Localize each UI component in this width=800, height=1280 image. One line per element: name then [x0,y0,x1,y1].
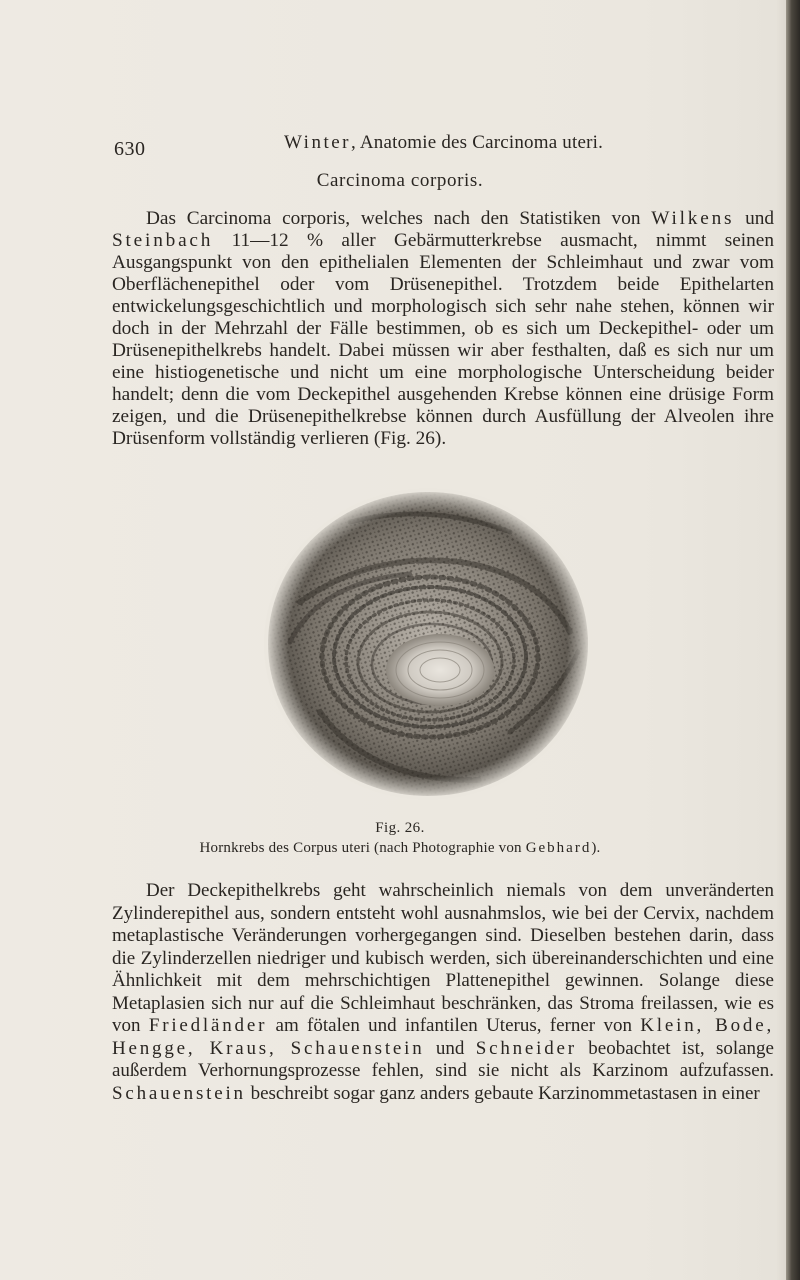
author-name: Gebhard [525,840,592,856]
paragraph-2 [112,880,774,1105]
text-run: Hornkrebs des Corpus uteri (nach Photographie von [199,840,526,856]
figure-caption-text [200,840,601,856]
author-name: Steinbach [112,230,214,251]
author-name: Friedländer [148,1015,268,1036]
author-name: Schauenstein [112,1082,246,1104]
text-run: Der Deckepithelkrebs geht wahrscheinlich niemals von dem unveränderten Zylinderepithel aus, sondern entsteht wohl ausnahmslos, wie bei der Cervix, nachdem metaplastische Veränderungen vorhergegangen sind. Dieselben bestehen darin, dass die Zylinderzellen niedriger und kubisch werden, sich übereinanderschichten und eine Ähnlichkeit mit dem mehrschichtigen Plattenepithel gewinnen. Solange diese Metaplasien sich nur auf die Schleimhaut beschränken, das Stroma freilassen, wie es von [112,880,774,1036]
book-binding-edge [786,0,800,1280]
page-number: 630 [114,138,146,160]
text-run: am fötalen und infantilen Uterus, ferner von [267,1015,641,1036]
paragraph-1 [112,208,774,450]
author-name: Klein, Bode, Hengge, Kraus, Schauenstein [112,1015,775,1059]
text-run: 11—12 % aller Gebärmutterkrebse ausmacht, nimmt seinen Ausgangspunkt von den epithelialen Elementen der Schleimhaut und zwar vom Oberflächenepithel oder vom Drüsenepithel. Trotzdem beide Epithelarten entwickelungsgeschichtlich und morphologisch sich sehr nahe stehen, können wir doch in der Mehrzahl der Fälle bestimmen, ob es sich um Deckepithel- oder um Drüsenepithelkrebs handelt. Dabei müssen wir aber festhalten, daß es sich nur um eine histiogenetische und nicht um eine morphologische Unterscheidung beider handelt; denn die vom Deckepithel ausgehenden Krebse können eine drüsige Form zeigen, und die Drüsenepithelkrebse können durch Ausfüllung der Alveolen ihre Drüsenform vollständig verlieren (Fig. 26). [112,230,774,449]
text-run: ). [591,840,601,856]
text-run: und [424,1037,476,1059]
text-run: und [734,208,774,229]
running-head-author: Winter [284,132,351,153]
text-run: Das Carcinoma corporis, welches nach den Statistiken von [146,208,652,229]
running-head-title: , Anatomie des Carcinoma uteri. [351,132,604,153]
figure-number: Fig. 26. [375,820,425,836]
figure-micrograph [260,482,600,802]
micrograph-image [260,482,600,802]
section-title: Carcinoma corporis. [316,170,484,191]
author-name: Wilkens [651,208,735,229]
figure-caption [0,820,800,857]
text-run: beobachtet ist, solange außerdem Verhornungsprozesse fehlen, sind sie nicht als Karzinom aufzufassen. [112,1037,774,1081]
running-head [284,132,603,154]
author-name: Schneider [475,1037,577,1059]
text-run: beschreibt sogar ganz anders gebaute Karzinommetastasen in einer [245,1082,760,1104]
page-header [114,132,734,162]
